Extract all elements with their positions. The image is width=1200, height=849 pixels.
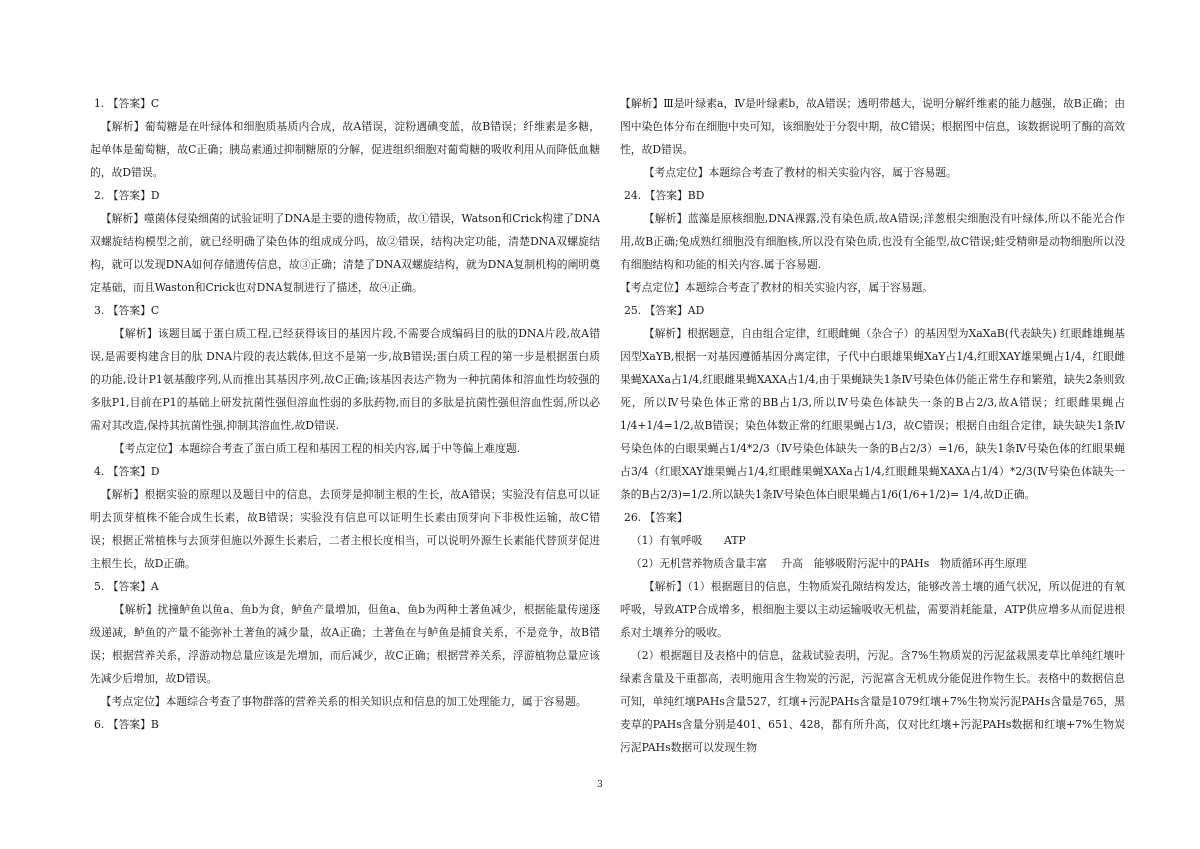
- left-paragraph: 【解析】根据实验的原理以及题目中的信息，去顶芽是抑制主根的生长，故A错误；实验没有信息可以证明去顶芽植株不能合成生长素，故B错误；实验没有信息可以证明生长素由顶芽向下非极性运输，故C错误；根据正常植株与去顶芽但施以外源生长素后，二者主根长度相当，可以说明外源生长素能代替顶芽促进主根生长，故D正确。: [90, 488, 600, 570]
- right-paragraph: （2）无机营养物质含量丰富 升高 能够吸附污泥中的PAHs 物质循环再生原理: [630, 557, 1027, 570]
- right-paragraph: 【考点定位】本题综合考查了教材的相关实验内容，属于容易题。: [643, 166, 957, 179]
- left-paragraph: 6. 【答案】B: [94, 718, 159, 731]
- right-paragraph: 【解析】蓝藻是原核细胞,DNA裸露,没有染色质,故A错误;洋葱根尖细胞没有叶绿体,所以不能光合作用,故B正确;兔成熟红细胞没有细胞核,所以没有染色质,也没有全能型,故C错误;蛙受精卵是动物细胞所以没有细胞结构和功能的相关内容.属于容易题.: [620, 212, 1125, 271]
- right-paragraph: 【解析】根据题意，自由组合定律，红眼雌蝇（杂合子）的基因型为XaXaB(代表缺失) 红眼雌雄蝇基因型XaYB,根据一对基因遵循基因分离定律，子代中白眼雄果蝇XaY占1/4,红眼XAY雄果蝇占1/4，红眼雌果蝇XAXa占1/4,红眼雌果蝇XAXA占1/4,由于果蝇缺失1条Ⅳ号染色体仍能正常生存和繁殖，缺失2条则致死，所以Ⅳ号染色体正常的BB占1/3,所以Ⅳ号染色体缺失一条的B占2/3,故A错误；红眼雌果蝇占1/4+1/4=1/2,故B错误；染色体数正常的红眼果蝇占1/3，故C错误；根据自由组合定律，缺失缺失1条Ⅳ号染色体的白眼果蝇占1/4*2/3（Ⅳ号染色体缺失一条的B占2/3）=1/6，缺失1条Ⅳ号染色体的红眼果蝇占3/4（红眼XAY雄果蝇占1/4,红眼雌果蝇XAXa占1/4,红眼雌果蝇XAXA占1/4）*2/3(Ⅳ号染色体缺失一条的B占2/3)=1/2.所以缺失1条Ⅳ号染色体白眼果蝇占1/6(1/6+1/2)= 1/4,故D正确。: [620, 327, 1125, 501]
- page-number: 3: [597, 780, 603, 790]
- left-paragraph: 【解析】该题目属于蛋白质工程,已经获得该目的基因片段,不需要合成编码目的肽的DNA片段,故A错误,是需要构建含目的肽 DNA片段的表达载体,但这不是第一步,故B错误;蛋白质工程的第一步是根据蛋白质的功能,设计P1氨基酸序列,从而推出其基因序列,故C正确;该基因表达产物为一种抗菌体和溶血性均较强的多肽P1,目前在P1的基础上研发抗菌性强但溶血性弱的多肽药物,而目的多肽是抗菌性强但溶血性弱,所以必需对其改造,保持其抗菌性强,抑制其溶血性,故D错误.: [90, 327, 600, 432]
- left-paragraph: 1. 【答案】C: [94, 97, 160, 110]
- left-paragraph: 【解析】噬菌体侵染细菌的试验证明了DNA是主要的遗传物质，故①错误，Watson和Crick构建了DNA双螺旋结构模型之前，就已经明确了染色体的组成成分吗，故②错误，结构决定功能，清楚DNA双螺旋结构，就可以发现DNA如何存储遗传信息，故③正确；清楚了DNA双螺旋结构，就为DNA复制机构的阐明奠定基础，而且Waston和Crick也对DNA复制进行了描述，故④正确。: [90, 212, 600, 294]
- right-paragraph: 24. 【答案】BD: [624, 189, 705, 202]
- right-paragraph: 【考点定位】本题综合考查了教材的相关实验内容，属于容易题。: [620, 281, 934, 294]
- right-paragraph: 【解析】（1）根据题目的信息，生物质炭孔隙结构发达，能够改善土壤的通气状况，所以促进的有氧呼吸，导致ATP合成增多，根细胞主要以主动运输吸收无机盐，需要消耗能量，ATP供应增多从而促进根系对土壤养分的吸收。: [620, 580, 1125, 639]
- right-paragraph: 26. 【答案】: [624, 511, 688, 524]
- left-column: [90, 92, 600, 736]
- right-paragraph: （2）根据题目及表格中的信息，盆栽试验表明，污泥。含7%生物质炭的污泥盆栽黑麦草比单纯红壤叶绿素含量及干重都高，表明施用含生物炭的污泥，污泥富含无机成分能促进作物生长。表格中的数据信息可知，单纯红壤PAHs含量527，红壤+污泥PAHs含量是1079红壤+7%生物炭污泥PAHs含量是765，黑麦草的PAHs含量分别是401、651、428，都有所升高，仅对比红壤+污泥PAHs数据和红壤+7%生物炭污泥PAHs数据可以发现生物: [620, 649, 1125, 754]
- left-paragraph: 2. 【答案】D: [94, 189, 160, 202]
- left-paragraph: 5. 【答案】A: [94, 580, 159, 593]
- left-paragraph: 【考点定位】本题综合考查了蛋白质工程和基因工程的相关内容,属于中等偏上难度题.: [113, 442, 521, 455]
- left-paragraph: 4. 【答案】D: [94, 465, 160, 478]
- left-paragraph: 【解析】扰撞鲈鱼以鱼a、鱼b为食，鲈鱼产量增加，但鱼a、鱼b为两种土著鱼减少，根据能量传递逐级递减，鲈鱼的产量不能弥补土著鱼的减少量，故A正确；土著鱼在与鲈鱼是捕食关系，不是竞争，故B错误；根据营养关系，浮游动物总量应该是先增加，而后减少，故C正确；根据营养关系，浮游植物总量应该先减少后增加，故D错误。: [90, 603, 600, 685]
- left-paragraph: 【解析】葡萄糖是在叶绿体和细胞质基质内合成，故A错误，淀粉遇碘变蓝，故B错误；纤维素是多糖，起单体是葡萄糖，故C正确；胰岛素通过抑制糖原的分解，促进组织细胞对葡萄糖的吸收利用从而降低血糖的，故D错误。: [90, 120, 600, 179]
- right-paragraph: 25. 【答案】AD: [624, 304, 705, 317]
- left-paragraph: 【考点定位】本题综合考查了事物群落的营养关系的相关知识点和信息的加工处理能力，属于容易题。: [100, 695, 587, 708]
- left-paragraph: 3. 【答案】C: [94, 304, 160, 317]
- right-column: [620, 92, 1125, 759]
- right-paragraph: 【解析】Ⅲ是叶绿素a，Ⅳ是叶绿素b，故A错误；透明带越大，说明分解纤维素的能力越强，故B正确；由图中染色体分布在细胞中央可知，该细胞处于分裂中期，故C错误；根据图中信息，该数据说明了酶的高效性，故D错误。: [620, 97, 1125, 156]
- right-paragraph: （1）有氧呼吸 ATP: [630, 534, 746, 547]
